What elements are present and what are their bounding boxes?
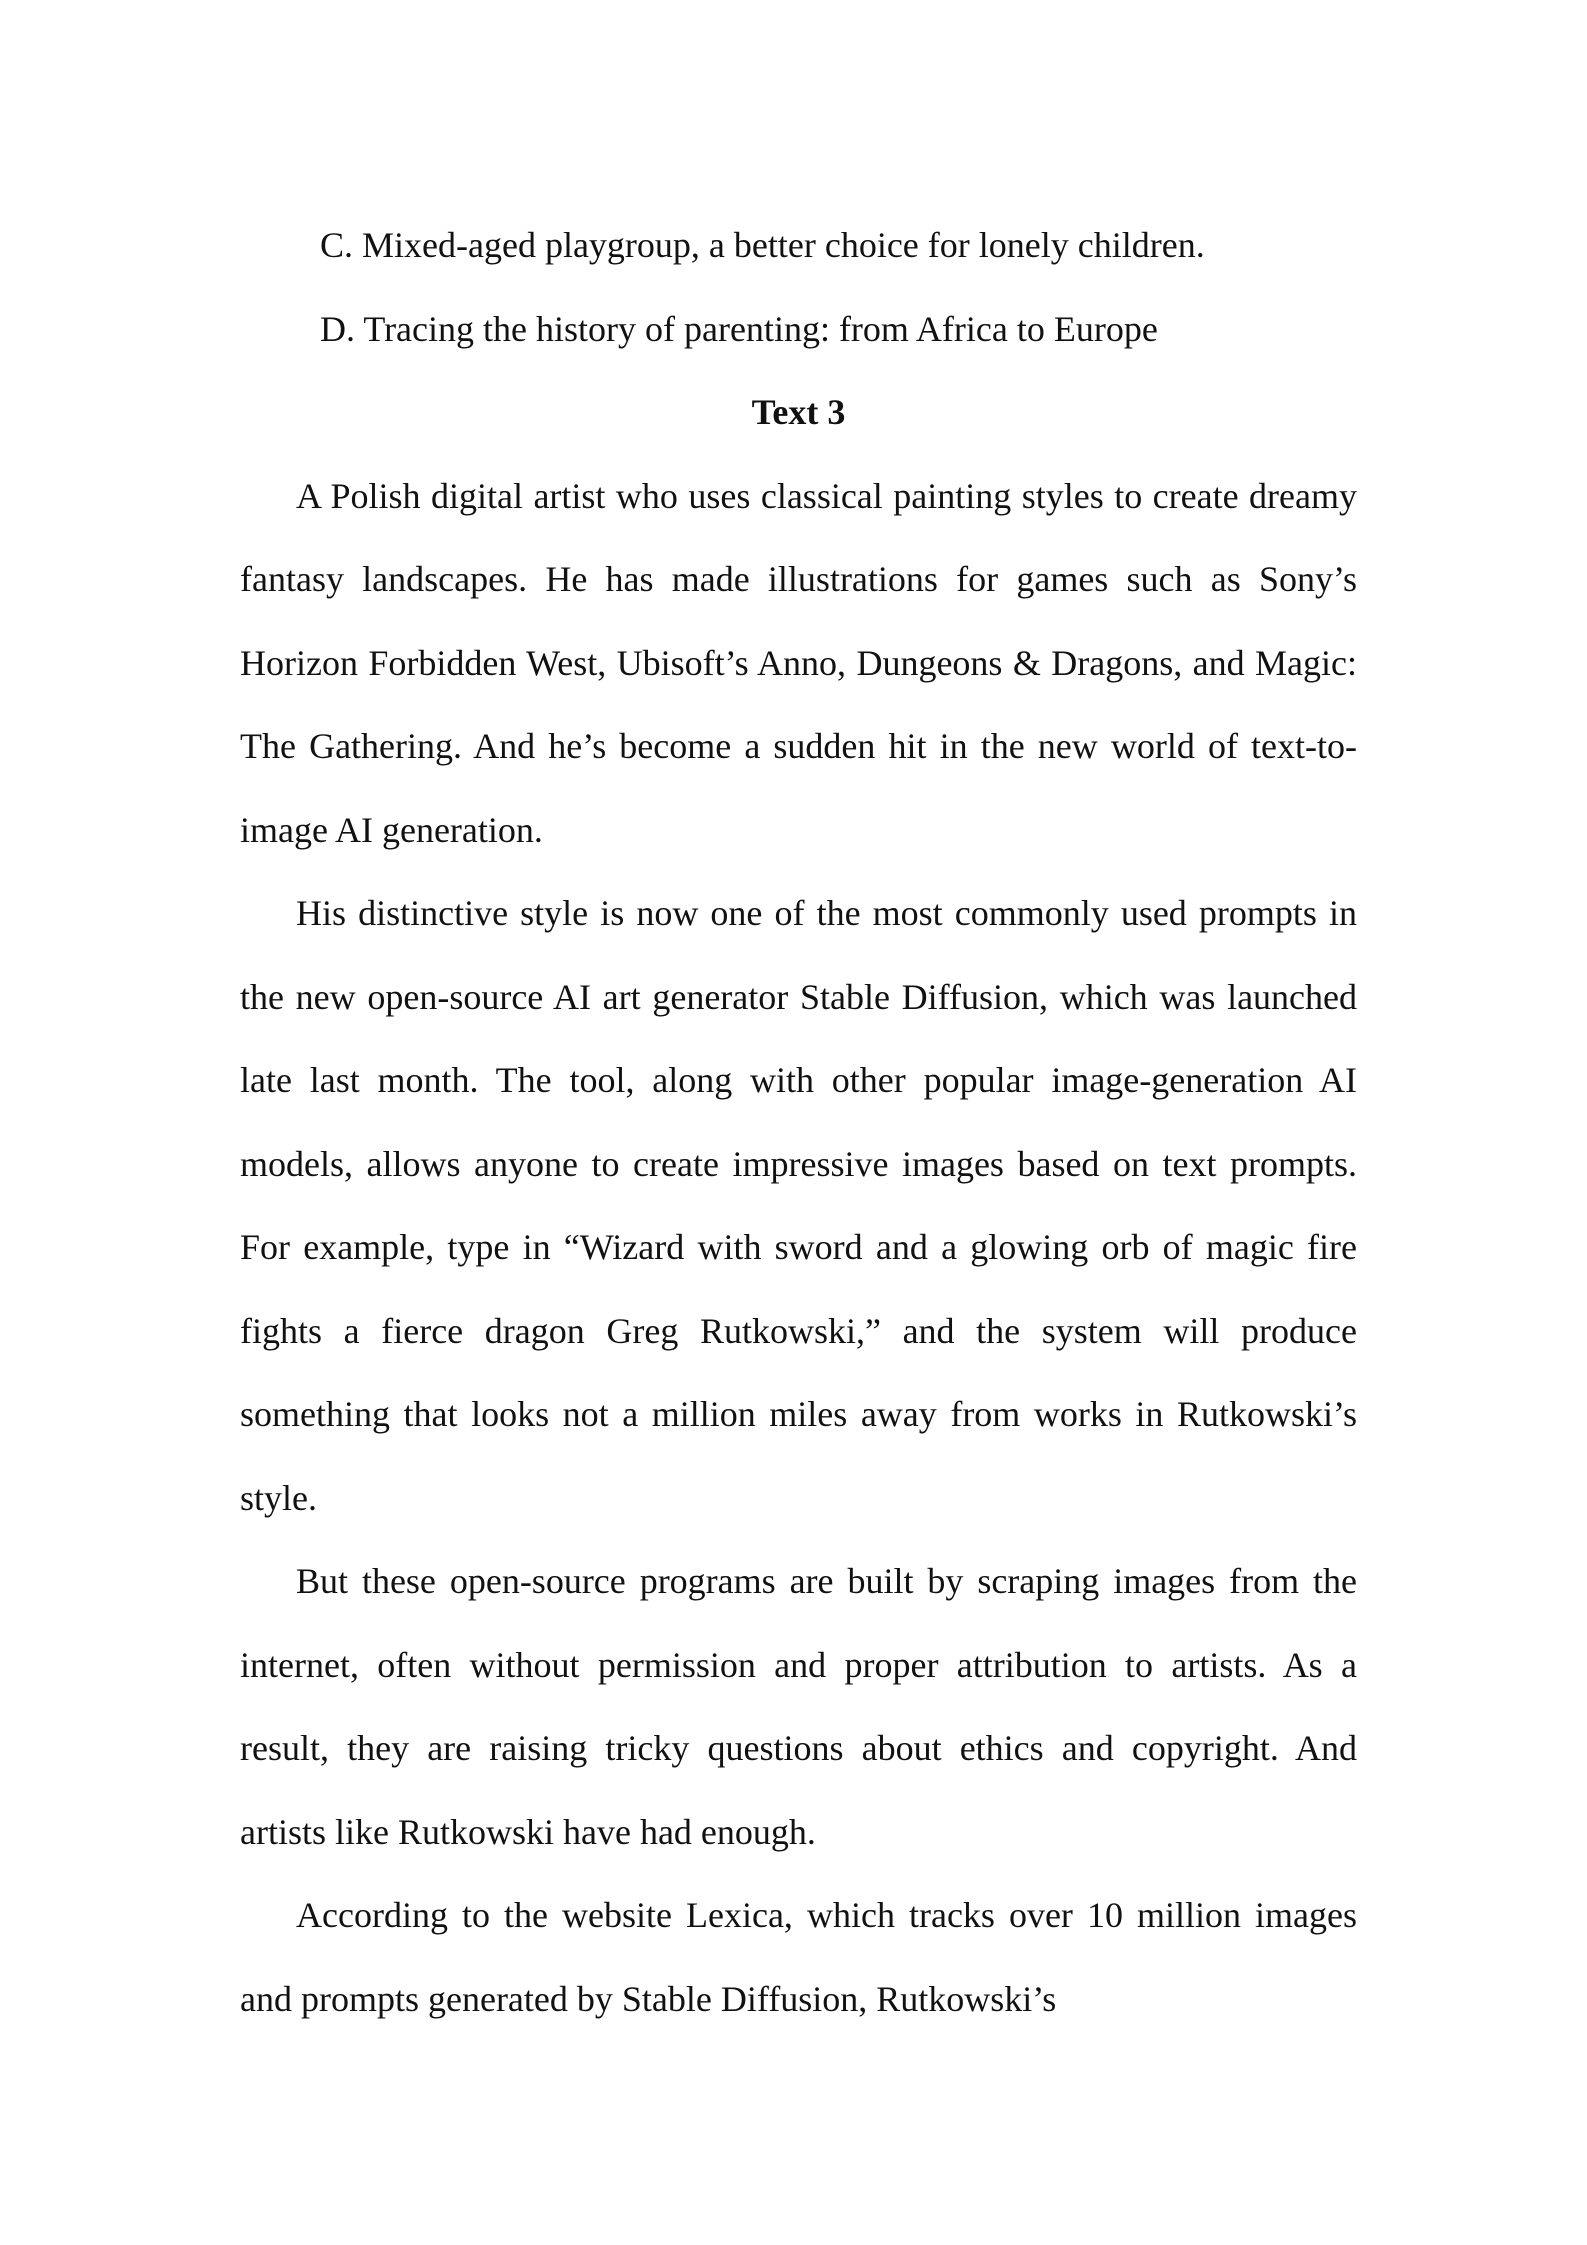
- paragraph-3: But these open-source programs are built by scraping images from the internet, often without permission and proper attribution to artists. As a result, they are raising tricky questions about ethics and copyright. And artists like Rutkowski have had enough.: [240, 1561, 1357, 1852]
- answer-option-c: C. Mixed-aged playgroup, a better choice for lonely children.: [320, 225, 1205, 265]
- section-title: Text 3: [751, 392, 846, 432]
- page-content: [240, 204, 1357, 2041]
- answer-option-d: D. Tracing the history of parenting: from Africa to Europe: [320, 308, 1158, 349]
- paragraph-1: A Polish digital artist who uses classical painting styles to create dreamy fantasy landscapes. He has made illustrations for games such as Sony’s Horizon Forbidden West, Ubisoft’s Anno, Dungeons & Dragons, and Magic: The Gathering. And he’s become a sudden hit in the new world of text-to-image AI generation.: [240, 475, 1357, 850]
- paragraph-2: His distinctive style is now one of the most commonly used prompts in the new open-source AI art generator Stable Diffusion, which was launched late last month. The tool, along with other popular image-generation AI models, allows anyone to create impressive images based on text prompts. For example, type in “Wizard with sword and a glowing orb of magic fire fights a fierce dragon Greg Rutkowski,” and the system will produce something that looks not a million miles away from works in Rutkowski’s style.: [240, 893, 1357, 1518]
- paragraph-4: According to the website Lexica, which tracks over 10 million images and prompts generated by Stable Diffusion, Rutkowski’s: [240, 1895, 1357, 2019]
